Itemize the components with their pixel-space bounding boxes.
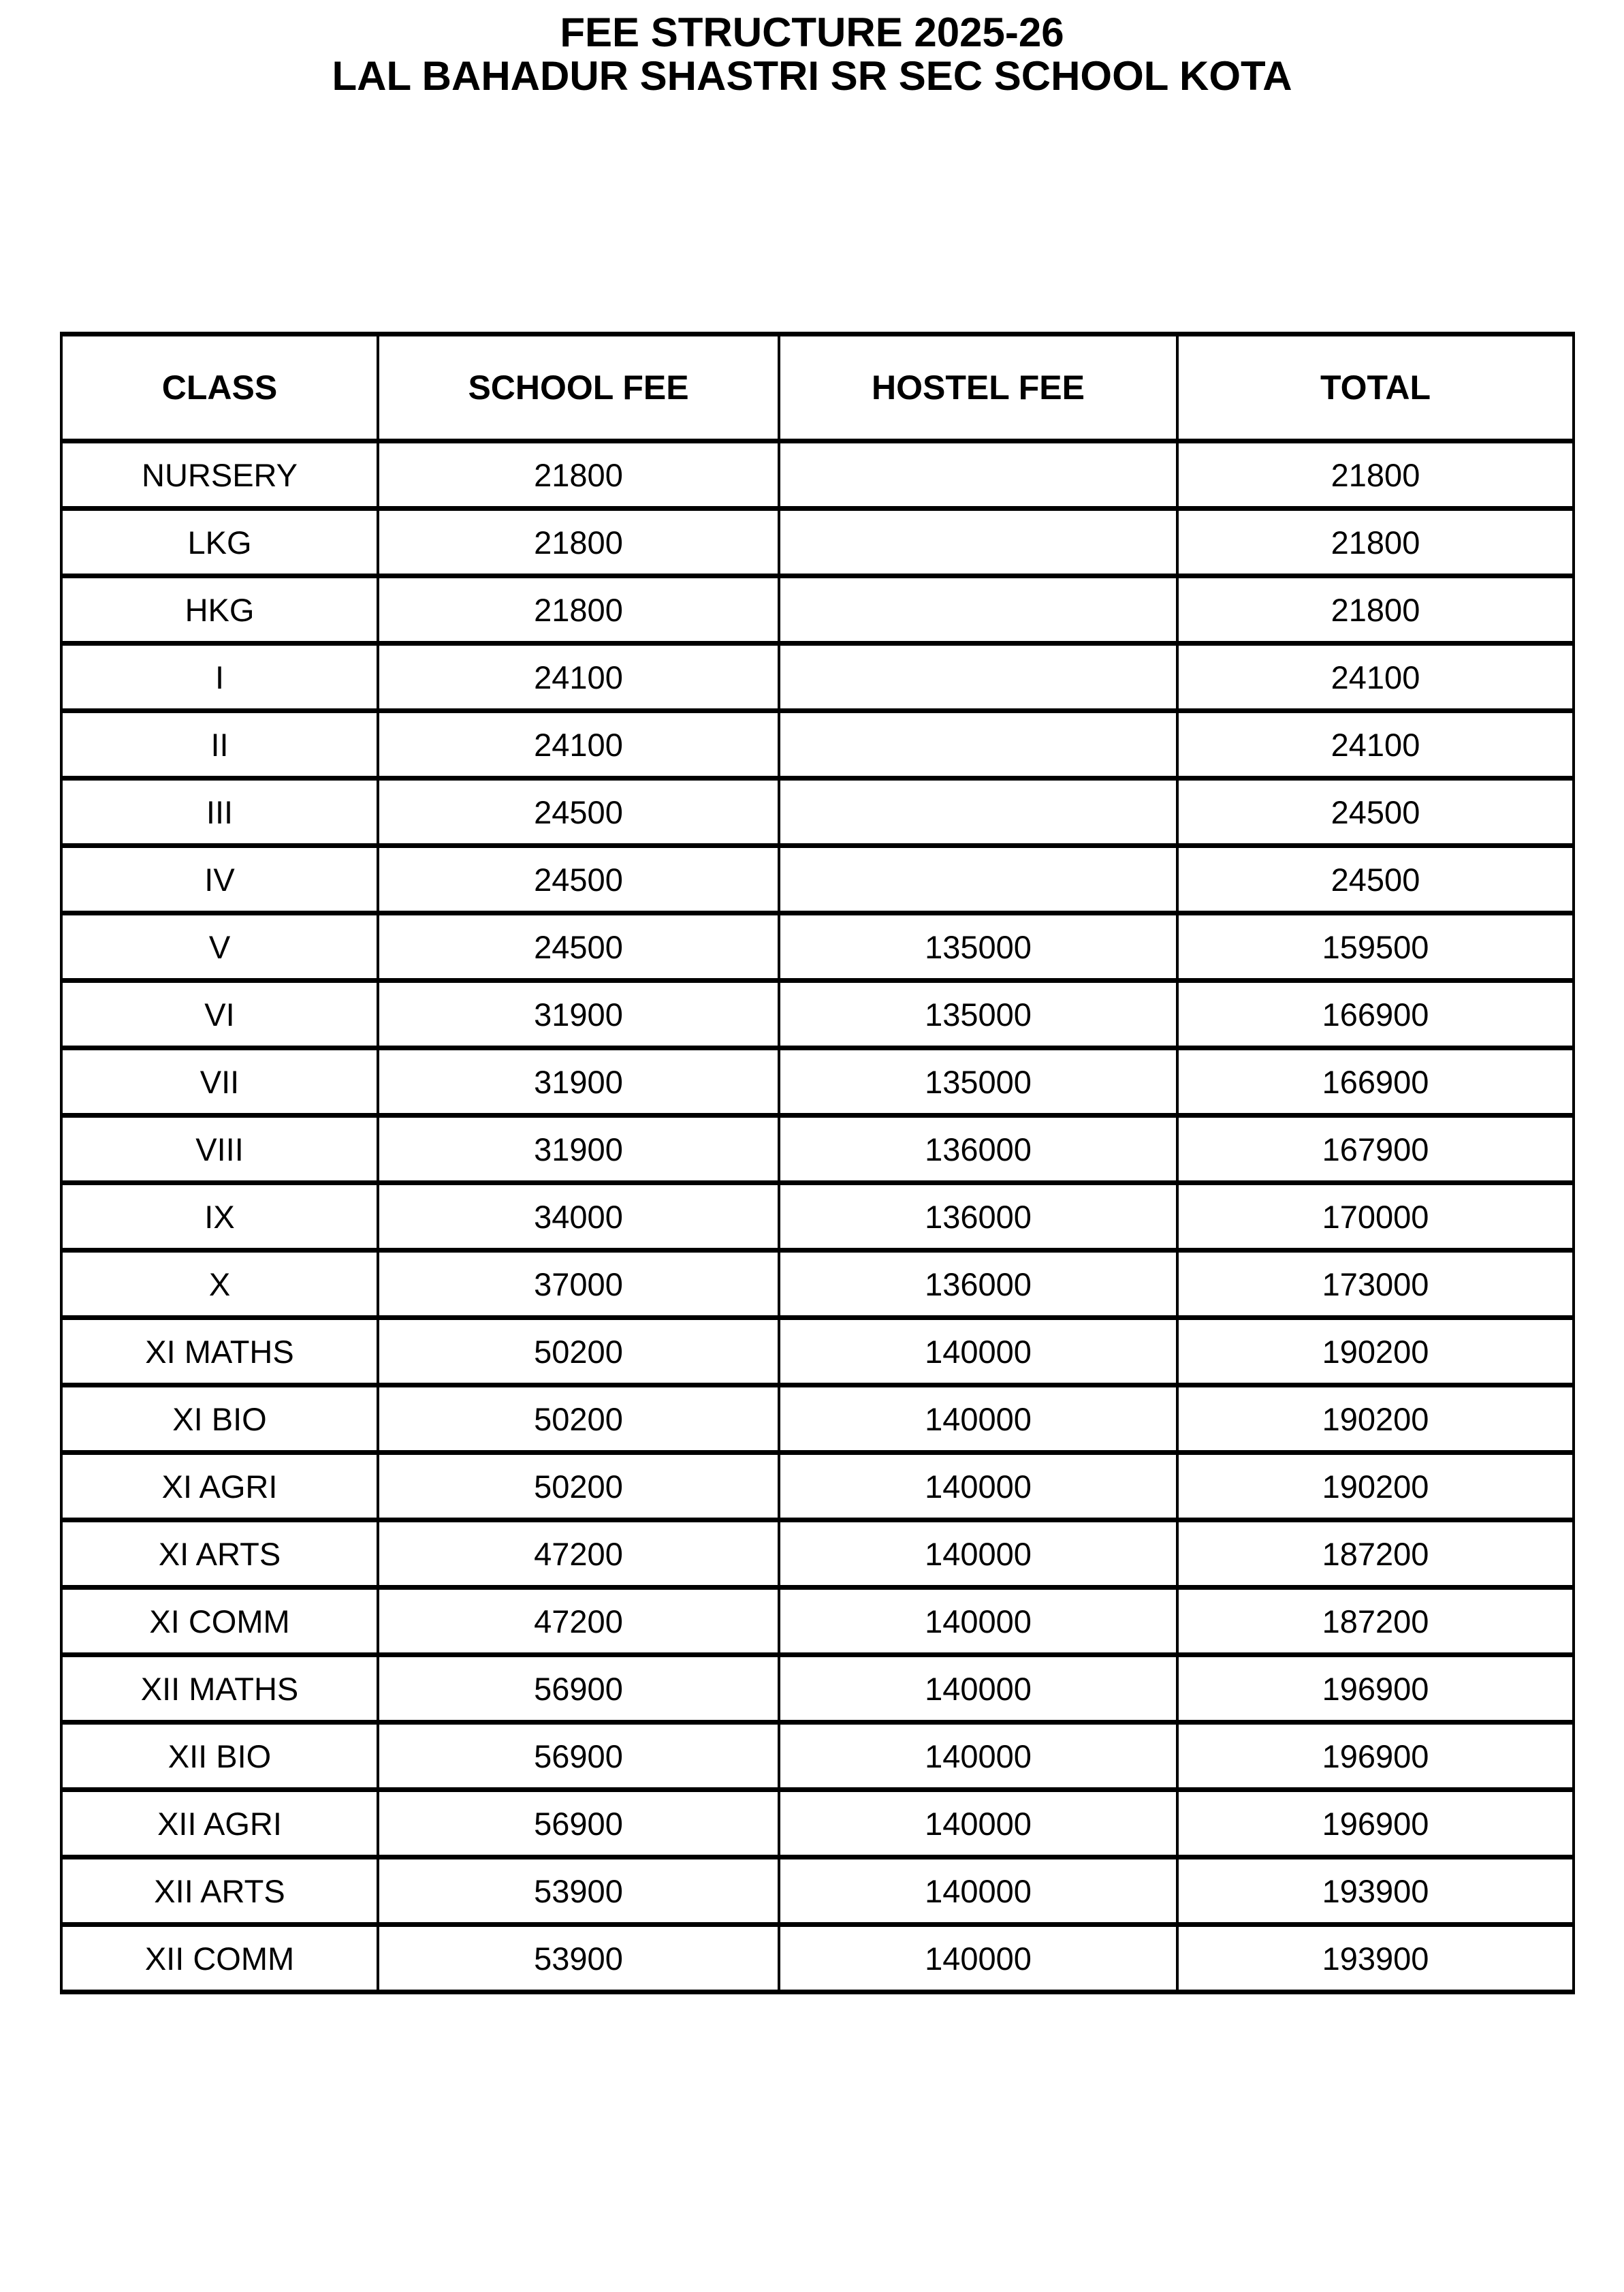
page-title-line2: LAL BAHADUR SHASTRI SR SEC SCHOOL KOTA [332,53,1292,99]
school-fee-cell: 31900 [378,981,779,1048]
class-cell: NURSERY [61,441,378,509]
class-cell: LKG [61,509,378,576]
school-fee-cell: 50200 [378,1385,779,1453]
total-cell: 190200 [1177,1318,1574,1385]
total-cell: 190200 [1177,1385,1574,1453]
table-row [61,913,1574,981]
hostel-fee-cell: 140000 [779,1655,1177,1723]
fee-table-body [61,441,1574,1992]
total-cell: 21800 [1177,576,1574,644]
class-cell: XII COMM [61,1925,378,1992]
hostel-fee-cell [779,846,1177,913]
table-row [61,1588,1574,1655]
class-cell: V [61,913,378,981]
table-row [61,1655,1574,1723]
school-fee-cell: 21800 [378,576,779,644]
table-row [61,1251,1574,1318]
class-cell: VII [61,1048,378,1116]
total-cell: 24500 [1177,779,1574,846]
total-cell: 193900 [1177,1857,1574,1925]
table-row [61,1857,1574,1925]
hostel-fee-cell: 140000 [779,1385,1177,1453]
school-fee-cell: 53900 [378,1857,779,1925]
total-cell: 187200 [1177,1520,1574,1588]
column-header-class: CLASS [61,334,378,441]
table-row [61,1723,1574,1790]
school-fee-cell: 53900 [378,1925,779,1992]
hostel-fee-cell: 140000 [779,1520,1177,1588]
class-cell: XII ARTS [61,1857,378,1925]
school-fee-cell: 31900 [378,1048,779,1116]
school-fee-cell: 56900 [378,1655,779,1723]
school-fee-cell: 37000 [378,1251,779,1318]
table-row [61,1183,1574,1251]
total-cell: 21800 [1177,509,1574,576]
total-cell: 190200 [1177,1453,1574,1520]
school-fee-cell: 56900 [378,1723,779,1790]
class-cell: XII AGRI [61,1790,378,1857]
hostel-fee-cell [779,441,1177,509]
table-row [61,1385,1574,1453]
class-cell: XI COMM [61,1588,378,1655]
page-title [0,11,1624,98]
class-cell: XI MATHS [61,1318,378,1385]
hostel-fee-cell: 140000 [779,1318,1177,1385]
class-cell: X [61,1251,378,1318]
hostel-fee-cell [779,711,1177,779]
table-row [61,981,1574,1048]
table-row [61,644,1574,711]
table-row [61,576,1574,644]
total-cell: 24100 [1177,711,1574,779]
total-cell: 170000 [1177,1183,1574,1251]
school-fee-cell: 24500 [378,913,779,981]
hostel-fee-cell: 140000 [779,1790,1177,1857]
total-cell: 187200 [1177,1588,1574,1655]
fee-table [60,332,1575,1994]
table-row [61,1048,1574,1116]
school-fee-cell: 24500 [378,846,779,913]
hostel-fee-cell: 136000 [779,1251,1177,1318]
hostel-fee-cell: 140000 [779,1925,1177,1992]
school-fee-cell: 24100 [378,644,779,711]
hostel-fee-cell: 140000 [779,1453,1177,1520]
school-fee-cell: 47200 [378,1588,779,1655]
table-row [61,1925,1574,1992]
total-cell: 193900 [1177,1925,1574,1992]
table-row [61,1318,1574,1385]
total-cell: 167900 [1177,1116,1574,1183]
class-cell: VIII [61,1116,378,1183]
hostel-fee-cell [779,509,1177,576]
total-cell: 21800 [1177,441,1574,509]
table-row [61,711,1574,779]
class-cell: III [61,779,378,846]
class-cell: II [61,711,378,779]
hostel-fee-cell: 140000 [779,1588,1177,1655]
table-row [61,1116,1574,1183]
school-fee-cell: 24100 [378,711,779,779]
total-cell: 196900 [1177,1655,1574,1723]
total-cell: 159500 [1177,913,1574,981]
table-row [61,779,1574,846]
school-fee-cell: 50200 [378,1318,779,1385]
table-row [61,509,1574,576]
column-header-hostel-fee: HOSTEL FEE [779,334,1177,441]
hostel-fee-cell: 135000 [779,981,1177,1048]
table-row [61,1520,1574,1588]
school-fee-cell: 31900 [378,1116,779,1183]
school-fee-cell: 34000 [378,1183,779,1251]
table-row [61,1790,1574,1857]
class-cell: IX [61,1183,378,1251]
school-fee-cell: 50200 [378,1453,779,1520]
hostel-fee-cell [779,644,1177,711]
total-cell: 173000 [1177,1251,1574,1318]
column-header-school-fee: SCHOOL FEE [378,334,779,441]
school-fee-cell: 21800 [378,509,779,576]
class-cell: XI ARTS [61,1520,378,1588]
school-fee-cell: 47200 [378,1520,779,1588]
class-cell: XII MATHS [61,1655,378,1723]
school-fee-cell: 21800 [378,441,779,509]
school-fee-cell: 24500 [378,779,779,846]
class-cell: XI BIO [61,1385,378,1453]
hostel-fee-cell: 140000 [779,1723,1177,1790]
total-cell: 166900 [1177,981,1574,1048]
hostel-fee-cell: 140000 [779,1857,1177,1925]
table-row [61,441,1574,509]
hostel-fee-cell: 135000 [779,913,1177,981]
class-cell: XII BIO [61,1723,378,1790]
hostel-fee-cell: 135000 [779,1048,1177,1116]
hostel-fee-cell: 136000 [779,1116,1177,1183]
total-cell: 196900 [1177,1790,1574,1857]
header-row [61,334,1574,441]
hostel-fee-cell [779,779,1177,846]
total-cell: 166900 [1177,1048,1574,1116]
total-cell: 24100 [1177,644,1574,711]
page-title-line1: FEE STRUCTURE 2025-26 [560,10,1064,55]
class-cell: HKG [61,576,378,644]
total-cell: 24500 [1177,846,1574,913]
class-cell: I [61,644,378,711]
total-cell: 196900 [1177,1723,1574,1790]
hostel-fee-cell [779,576,1177,644]
class-cell: IV [61,846,378,913]
class-cell: VI [61,981,378,1048]
hostel-fee-cell: 136000 [779,1183,1177,1251]
table-row [61,846,1574,913]
table-row [61,1453,1574,1520]
school-fee-cell: 56900 [378,1790,779,1857]
class-cell: XI AGRI [61,1453,378,1520]
column-header-total: TOTAL [1177,334,1574,441]
